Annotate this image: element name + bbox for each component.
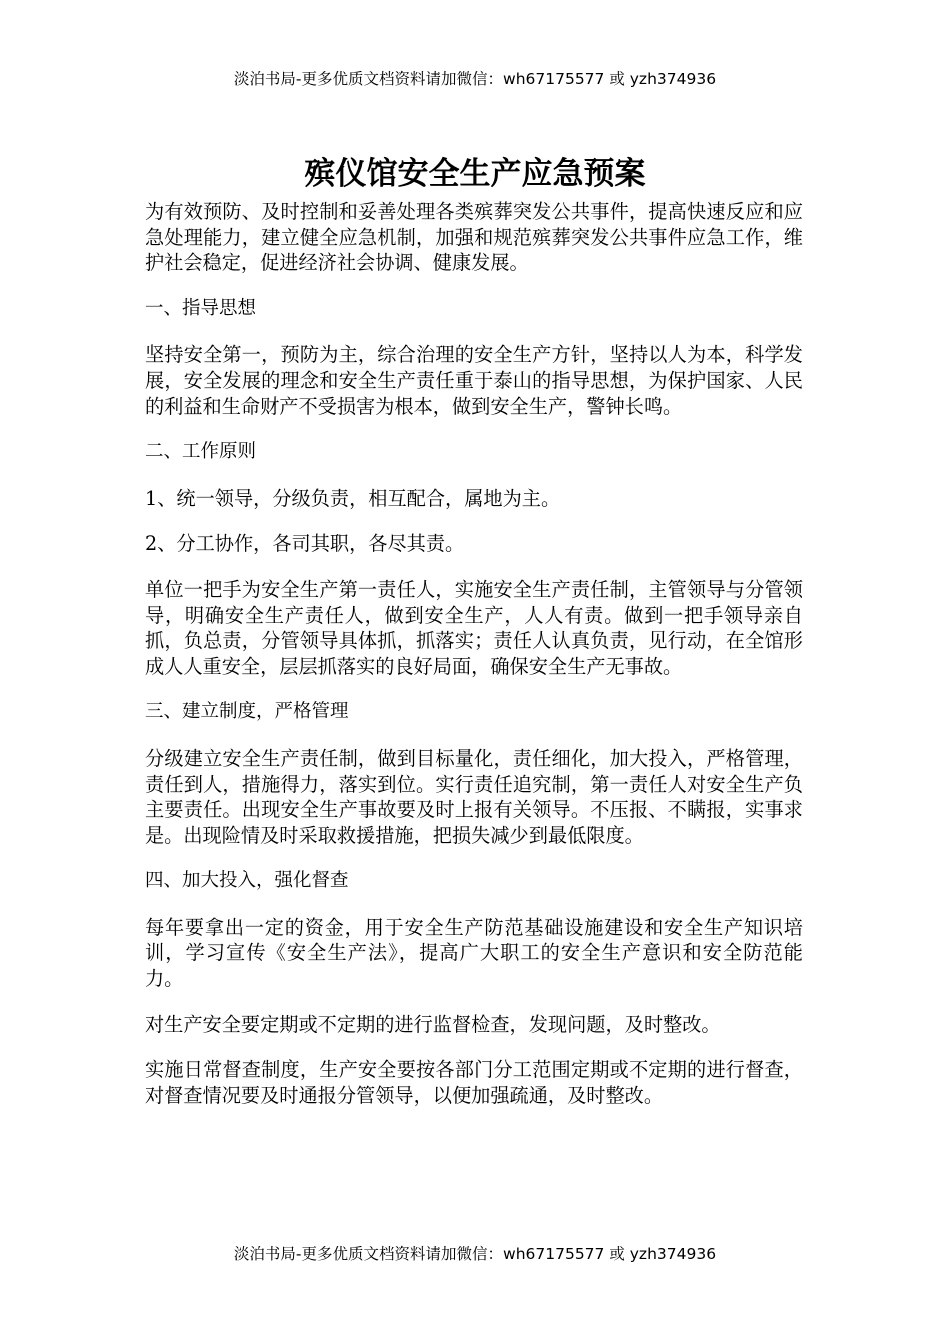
- section-heading-guiding-ideology: 一、指导思想: [145, 297, 257, 319]
- principle-item-1: 1、统一领导，分级负责，相互配合，属地为主。: [145, 486, 561, 510]
- investment-paragraph: 每年要拿出一定的资金，用于安全生产防范基础设施建设和安全生产知识培训，学习宣传《安全生产法》，提高广大职工的安全生产意识和安全防范能力。: [145, 915, 803, 991]
- work-principles-paragraph: 单位一把手为安全生产第一责任人，实施安全生产责任制，主管领导与分管领导，明确安全生产责任人，做到安全生产，人人有责。做到一把手领导亲自抓，负总责，分管领导具体抓，抓落实；责任人认真负责，见行动，在全馆形成人人重安全，层层抓落实的良好局面，确保安全生产无事故。: [145, 577, 803, 678]
- document-title: 殡仪馆安全生产应急预案: [304, 155, 646, 192]
- section-heading-investment-supervision: 四、加大投入，强化督查: [145, 870, 349, 892]
- principle-item-2: 2、分工协作，各司其职，各尽其责。: [145, 532, 465, 556]
- document-body: [145, 199, 803, 1128]
- daily-supervision-paragraph: 实施日常督查制度，生产安全要按各部门分工范围定期或不定期的进行督查，对督查情况要及时通报分管领导，以便加强疏通，及时整改。: [145, 1058, 803, 1107]
- intro-paragraph: 为有效预防、及时控制和妥善处理各类殡葬突发公共事件，提高快速反应和应急处理能力，建立健全应急机制，加强和规范殡葬突发公共事件应急工作，维护社会稳定，促进经济社会协调、健康发展。: [145, 200, 803, 275]
- section-heading-work-principles: 二、工作原则: [145, 441, 257, 463]
- section-heading-systems-management: 三、建立制度，严格管理: [145, 701, 349, 723]
- footer-note: 淡泊书局-更多优质文档资料请加微信：wh67175577 或 yzh374936: [233, 1245, 717, 1263]
- inspection-paragraph: 对生产安全要定期或不定期的进行监督检查，发现问题，及时整改。: [145, 1012, 721, 1036]
- systems-management-paragraph: 分级建立安全生产责任制，做到目标量化，责任细化，加大投入，严格管理，责任到人，措施得力，落实到位。实行责任追究制，第一责任人对安全生产负主要责任。出现安全生产事故要及时上报有关领导。不压报、不瞒报，实事求是。出现险情及时采取救援措施，把损失减少到最低限度。: [145, 746, 803, 847]
- header-note: 淡泊书局-更多优质文档资料请加微信：wh67175577 或 yzh374936: [233, 70, 717, 88]
- guiding-ideology-paragraph: 坚持安全第一，预防为主，综合治理的安全生产方针，坚持以人为本，科学发展，安全发展的理念和安全生产责任重于泰山的指导思想，为保护国家、人民的利益和生命财产不受损害为根本，做到安全生产，警钟长鸣。: [145, 343, 803, 418]
